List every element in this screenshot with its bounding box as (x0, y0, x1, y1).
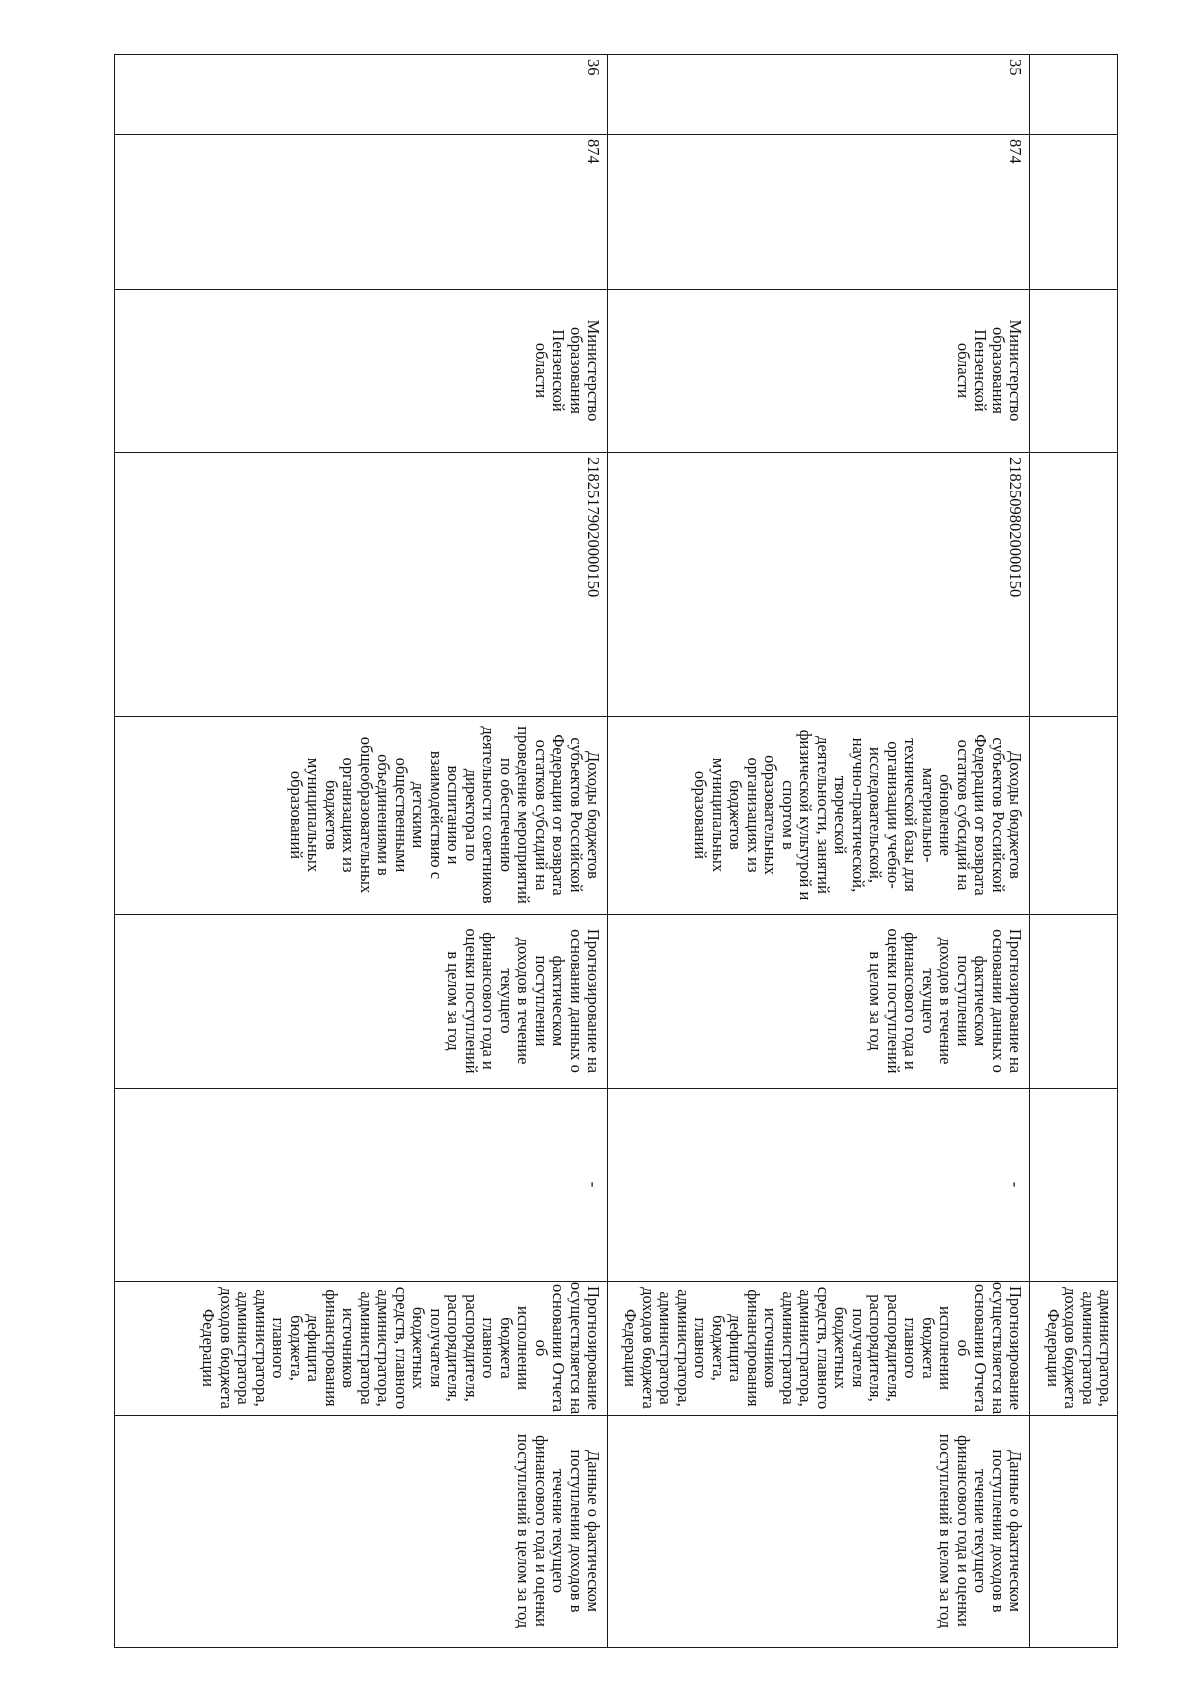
data-used: Данные о фактическом поступлении доходов в течение текущего финансового года и оценки поступлений в целом за год (514, 1433, 603, 1629)
admin-name: Министерство образования Пензенской области (531, 319, 603, 422)
data-used: Данные о фактическом поступлении доходов в течение текущего финансового года и оценки поступлений в целом за год (936, 1433, 1025, 1629)
forecast-method: Прогнозирование на основании данных о фактическом поступлении доходов в течение текущего финансового года и оценки поступлений в целом за год (866, 928, 1025, 1074)
calculation-algorithm: - (1006, 1181, 1025, 1188)
admin-code: 874 (1006, 139, 1025, 164)
calculation-algorithm: - (584, 1181, 603, 1188)
row-number: 36 (584, 59, 603, 76)
data-source: Прогнозирование осуществляется на основании Отчета об исполнении бюджета главного распорядителя, распорядителя, получателя бюджетных средств, главного администратора, администратора источников финансирования дефицита бюджета, главного администратора, администратора доходов бюджета Федерации (621, 1281, 1025, 1415)
data-source: Прогнозирование осуществляется на основании Отчета об исполнении бюджета главного распорядителя, распорядителя, получателя бюджетных средств, главного администратора, администратора источников финансирования дефицита бюджета, главного администратора, администратора доходов бюджета Федерации (199, 1281, 603, 1415)
forecast-method: Прогнозирование на основании данных о фактическом поступлении доходов в течение текущего финансового года и оценки поступлений в целом за год (444, 928, 603, 1074)
income-name: Доходы бюджетов субъектов Российской Федерации от возврата остатков субсидий на обновление материально- технической базы для организации учебно- исследовательской, научно-практической, творческой деятельности, занятий физической культурой и спортом в образовательных организациях из бюджетов муниципальных образований (691, 729, 1025, 901)
revenue-forecast-table (114, 54, 1118, 1648)
admin-name: Министерство образования Пензенской области (953, 319, 1025, 422)
kbk-code: 21825098020000150 (1006, 457, 1025, 598)
row-number: 35 (1006, 59, 1025, 76)
kbk-code: 21825179020000150 (584, 457, 603, 598)
continuation-source-tail: администратора, администратора доходов бюджета Федерации (1043, 1287, 1115, 1409)
income-name: Доходы бюджетов субъектов Российской Федерации от возврата остатков субсидий на проведение мероприятий по обеспечению деятельности советников директора по воспитанию и взаимодействию с детскими общественными объединениями в общеобразовательных организациях из бюджетов муниципальных образований (286, 726, 603, 904)
table-border-right (114, 1647, 1118, 1648)
admin-code: 874 (584, 139, 603, 164)
